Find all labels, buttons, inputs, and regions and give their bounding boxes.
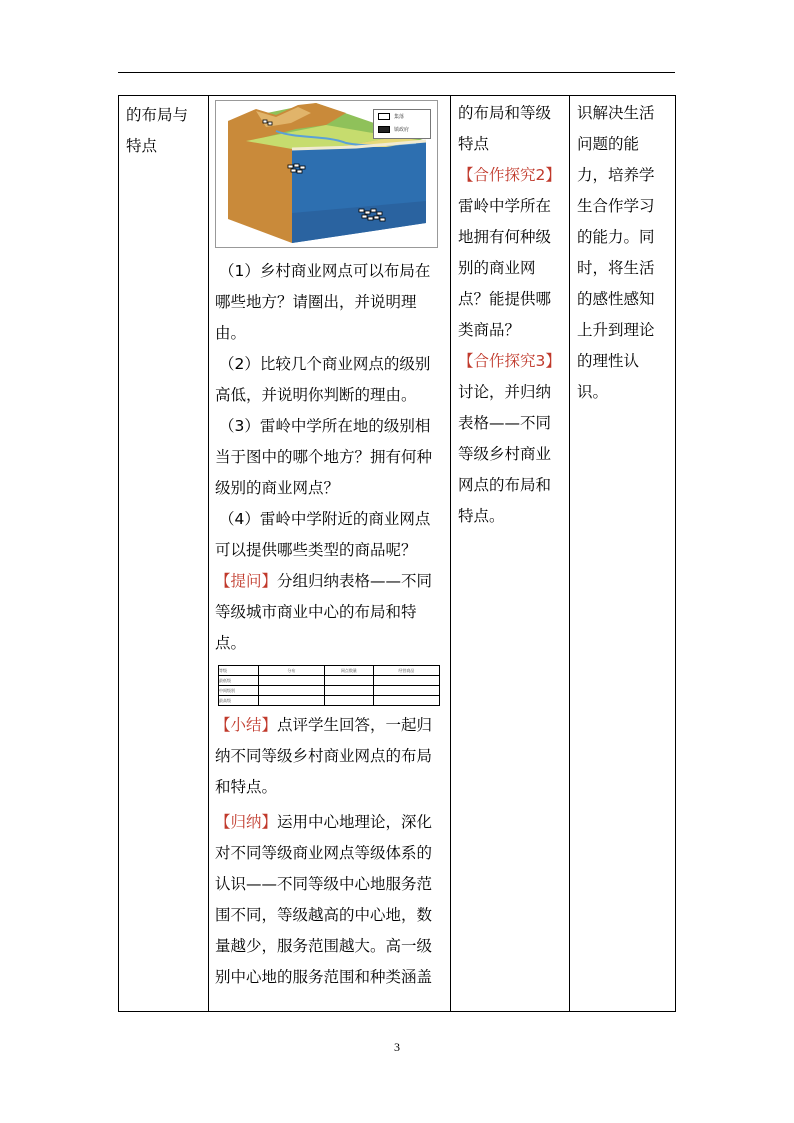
coop-3-tag: 【合作探究3】: [458, 352, 561, 370]
prompt-text: 分组归纳表格——不同等级城市商业中心的布局和特点。: [215, 572, 433, 652]
grid-header: 经营商品: [373, 666, 439, 676]
column-student-activity: [451, 96, 570, 1012]
coop-2-paragraph: [458, 160, 563, 191]
question-2: （2）比较几个商业网点的级别高低，并说明你判断的理由。: [215, 355, 431, 404]
village-icon: [378, 113, 390, 120]
induce-text: 运用中心地理论，深化对不同等级商业网点等级体系的认识——不同等级中心地服务范围不同，等级越高的中心地，数量越少，服务范围越大。高一级别中心地的服务范围和种类涵盖: [215, 813, 433, 986]
topic-line-1: 的布局与: [126, 106, 189, 124]
header-rule: [118, 72, 675, 73]
summary-tag: 【小结】: [215, 716, 278, 734]
induce-tag: 【归纳】: [215, 813, 278, 831]
grid-cell: [258, 696, 324, 706]
topic-line-2: 特点: [126, 137, 158, 155]
summary-grid-table: [218, 665, 440, 706]
column-topic: [119, 96, 209, 1012]
question-3: （3）雷岭中学所在地的级别相当于图中的哪个地方？拥有何种级别的商业网点？: [215, 417, 433, 497]
question-1: （1）乡村商业网点可以布局在哪些地方？请圈出，并说明理由。: [215, 262, 431, 342]
question-4: （4）雷岭中学附近的商业网点可以提供哪些类型的商品呢？: [215, 510, 431, 559]
grid-header: 等级: [219, 666, 259, 676]
grid-cell: [258, 686, 324, 696]
legend-label: 镇政府: [394, 127, 410, 133]
design-intent-text: 识解决生活问题的能力，培养学生合作学习的能力。同时，将生活的感性感知上升到理论的理性认识。: [577, 104, 655, 401]
summary-paragraph: [209, 710, 450, 803]
summary-text: 点评学生回答，一起归纳不同等级乡村商业网点的布局和特点。: [215, 716, 433, 796]
grid-header: 分布: [258, 666, 324, 676]
map-legend: [373, 109, 431, 139]
prompt-paragraph: [209, 566, 450, 659]
coop-3-paragraph: [458, 346, 563, 377]
induce-paragraph: [209, 807, 450, 993]
grid-row-label: 最低级: [219, 676, 259, 686]
grid-cell: [325, 696, 374, 706]
grid-header: 网点数量: [325, 666, 374, 676]
township-icon: [378, 126, 390, 133]
coop-2-text: 雷岭中学所在地拥有何种级别的商业网点？能提供哪类商品？: [458, 197, 552, 339]
grid-cell: [258, 676, 324, 686]
grid-cell: [373, 686, 439, 696]
grid-cell: [325, 686, 374, 696]
coop-3-text: 讨论，并归纳表格——不同等级乡村商业网点的布局和特点。: [458, 383, 552, 525]
grid-cell: [373, 676, 439, 686]
terrain-map-figure: [215, 100, 438, 248]
page-number: 3: [394, 1040, 400, 1054]
legend-item-village: [374, 110, 430, 123]
legend-label: 集落: [394, 114, 405, 120]
grid-row-label: 中间级别: [219, 686, 259, 696]
column-teacher-activity: [209, 96, 451, 1012]
grid-cell: [325, 676, 374, 686]
grid-cell: [373, 696, 439, 706]
student-line-1: 的布局和等级特点: [458, 104, 552, 153]
coop-2-tag: 【合作探究2】: [458, 166, 561, 184]
prompt-tag: 【提问】: [215, 572, 278, 590]
grid-row-label: 最高级: [219, 696, 259, 706]
column-design-intent: [570, 96, 676, 1012]
legend-item-township: [374, 123, 430, 136]
lesson-plan-table: [118, 95, 676, 1012]
